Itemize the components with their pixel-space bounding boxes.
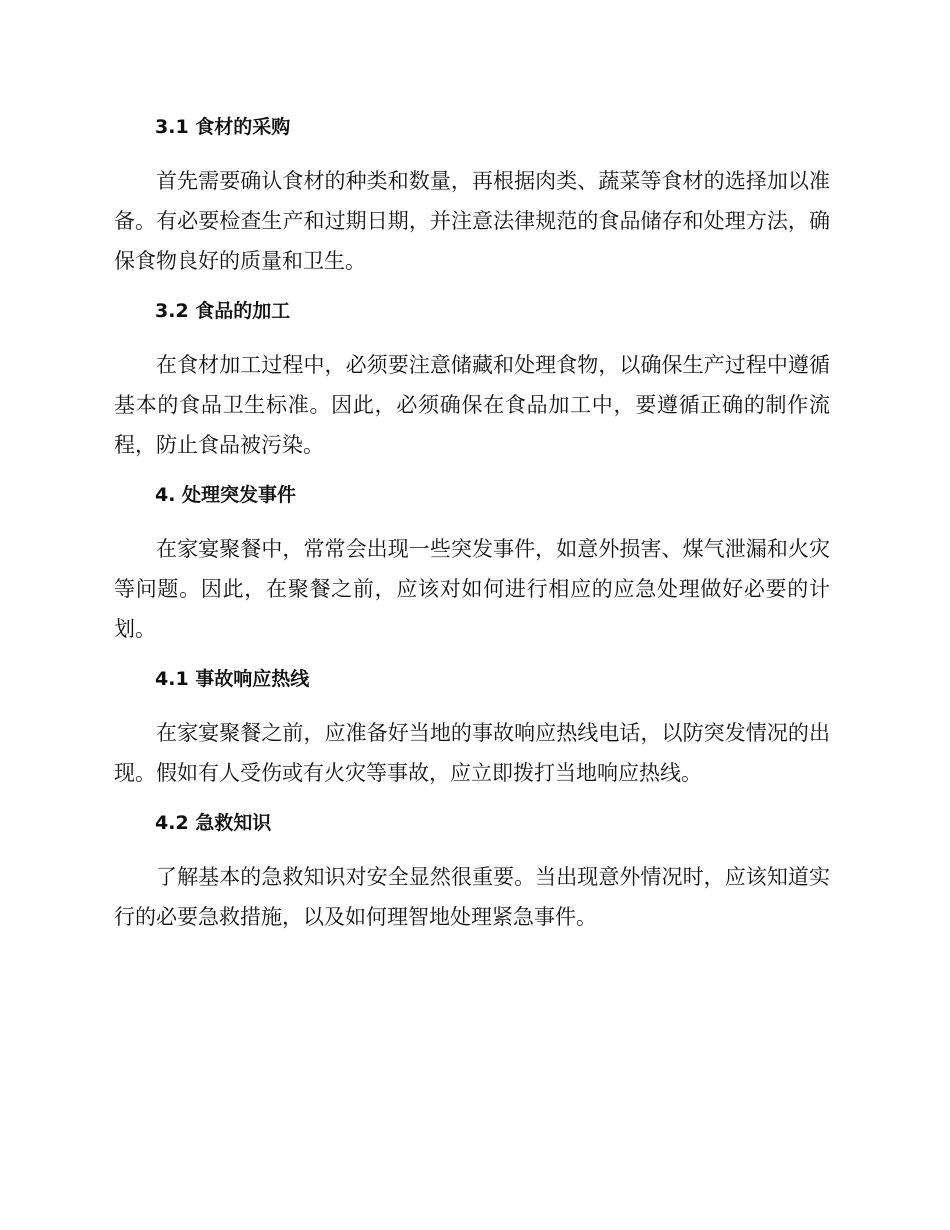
section-heading-4: 4. 处理突发事件 xyxy=(155,484,297,506)
section-paragraph-4: 在家宴聚餐中，常常会出现一些突发事件，如意外损害、煤气泄漏和火灾等问题。因此，在聚餐之前，应该对如何进行相应的应急处理做好必要的计划。 xyxy=(114,537,830,641)
section-paragraph-3-2: 在食材加工过程中，必须要注意储藏和处理食物，以确保生产过程中遵循基本的食品卫生标准。因此，必须确保在食品加工中，要遵循正确的制作流程，防止食品被污染。 xyxy=(114,353,830,457)
section-heading-3-2: 3.2 食品的加工 xyxy=(155,300,291,322)
section-paragraph-3-1: 首先需要确认食材的种类和数量，再根据肉类、蔬菜等食材的选择加以准备。有必要检查生产和过期日期，并注意法律规范的食品储存和处理方法，确保食物良好的质量和卫生。 xyxy=(114,169,830,273)
section-heading-3-1: 3.1 食材的采购 xyxy=(155,116,291,138)
section-paragraph-4-1: 在家宴聚餐之前，应准备好当地的事故响应热线电话，以防突发情况的出现。假如有人受伤或有火灾等事故，应立即拨打当地响应热线。 xyxy=(114,721,830,785)
section-heading-4-1: 4.1 事故响应热线 xyxy=(155,668,310,690)
section-heading-4-2: 4.2 急救知识 xyxy=(155,812,272,834)
section-paragraph-4-2: 了解基本的急救知识对安全显然很重要。当出现意外情况时，应该知道实行的必要急救措施，以及如何理智地处理紧急事件。 xyxy=(114,865,830,929)
document-body xyxy=(114,107,830,947)
